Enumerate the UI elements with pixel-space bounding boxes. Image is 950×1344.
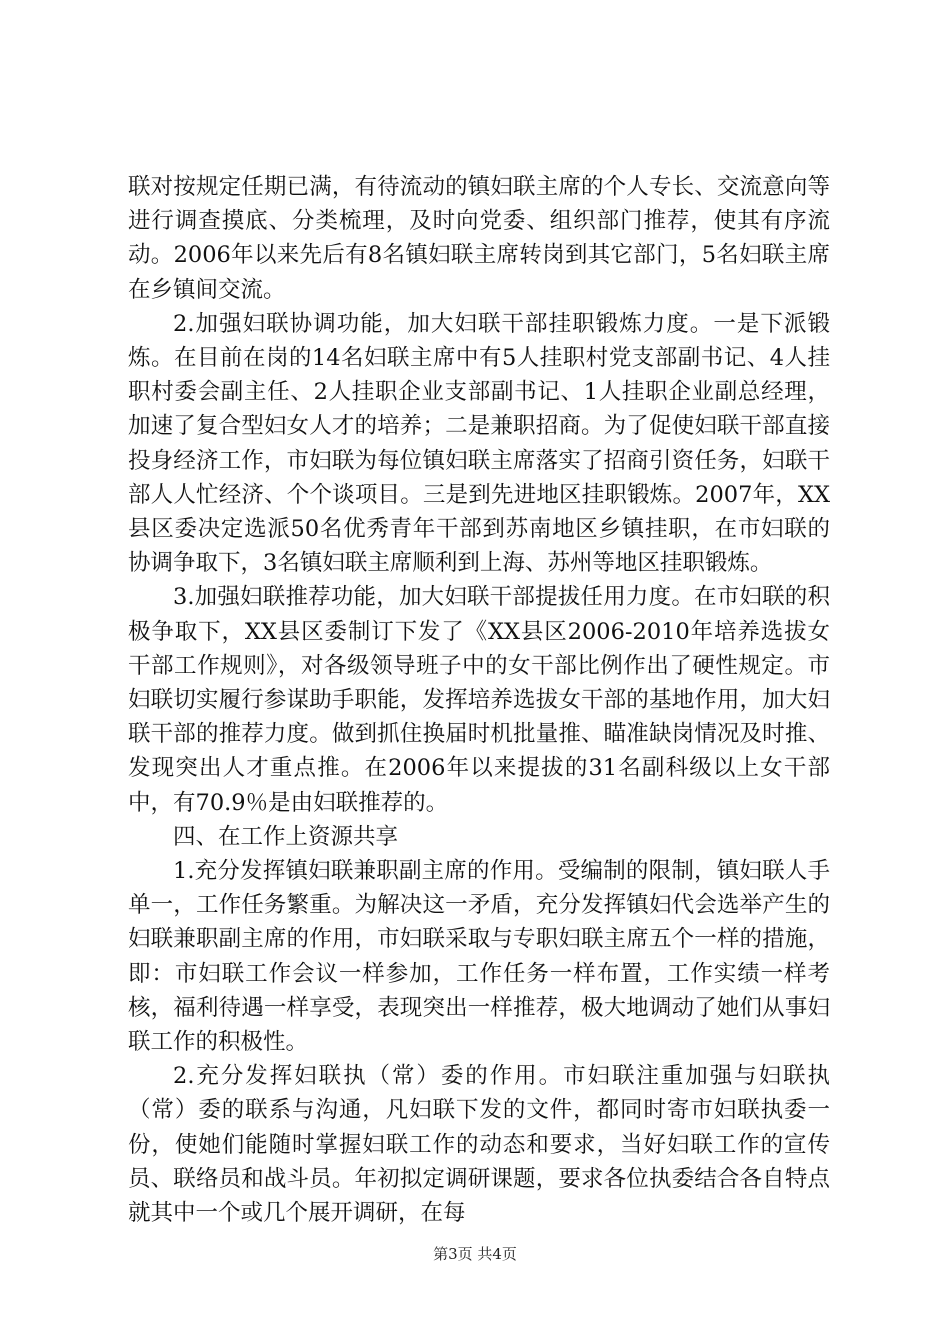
paragraph-item-3: 3.加强妇联推荐功能，加大妇联干部提拔任用力度。在市妇联的积极争取下，XX县区委制订下发了《XX县区2006-2010年培养选拔女干部工作规则》，对各级领导班子中的女干部比例作出了硬性规定。市妇联切实履行参谋助手职能，发挥培养选拔女干部的基地作用，加大妇联干部的推荐力度。做到抓住换届时机批量推、瞄准缺岗情况及时推、发现突出人才重点推。在2006年以来提拔的31名副科级以上女干部中，有70.9％是由妇联推荐的。 <box>128 584 830 816</box>
paragraph-section4-item-2: 2.充分发挥妇联执（常）委的作用。市妇联注重加强与妇联执（常）委的联系与沟通，凡妇联下发的文件，都同时寄市妇联执委一份，使她们能随时掌握妇联工作的动态和要求，当好妇联工作的宣传员、联络员和战斗员。年初拟定调研课题，要求各位执委结合各自特点就其中一个或几个展开调研，在每 <box>128 1063 830 1227</box>
page-footer <box>0 1244 950 1264</box>
paragraph-continuation: 联对按规定任期已满，有待流动的镇妇联主席的个人专长、交流意向等进行调查摸底、分类梳理，及时向党委、组织部门推荐，使其有序流动。2006年以来先后有8名镇妇联主席转岗到其它部门，5名妇联主席在乡镇间交流。 <box>128 174 830 303</box>
section-heading-4: 四、在工作上资源共享 <box>173 823 399 850</box>
document-body <box>128 170 830 1230</box>
paragraph-item-2: 2.加强妇联协调功能，加大妇联干部挂职锻炼力度。一是下派锻炼。在目前在岗的14名妇联主席中有5人挂职村党支部副书记、4人挂职村委会副主任、2人挂职企业支部副书记、1人挂职企业副总经理，加速了复合型妇女人才的培养；二是兼职招商。为了促使妇联干部直接投身经济工作，市妇联为每位镇妇联主席落实了招商引资任务，妇联干部人人忙经济、个个谈项目。三是到先进地区挂职锻炼。2007年，XX县区委决定选派50名优秀青年干部到苏南地区乡镇挂职，在市妇联的协调争取下，3名镇妇联主席顺利到上海、苏州等地区挂职锻炼。 <box>128 310 830 577</box>
paragraph-section4-item-1: 1.充分发挥镇妇联兼职副主席的作用。受编制的限制，镇妇联人手单一，工作任务繁重。为解决这一矛盾，充分发挥镇妇代会选举产生的妇联兼职副主席的作用，市妇联采取与专职妇联主席五个一样的措施，即：市妇联工作会议一样参加，工作任务一样布置，工作实绩一样考核，福利待遇一样享受，表现突出一样推荐，极大地调动了她们从事妇联工作的积极性。 <box>128 858 830 1056</box>
page-number-label: 第3页 共4页 <box>433 1245 517 1263</box>
